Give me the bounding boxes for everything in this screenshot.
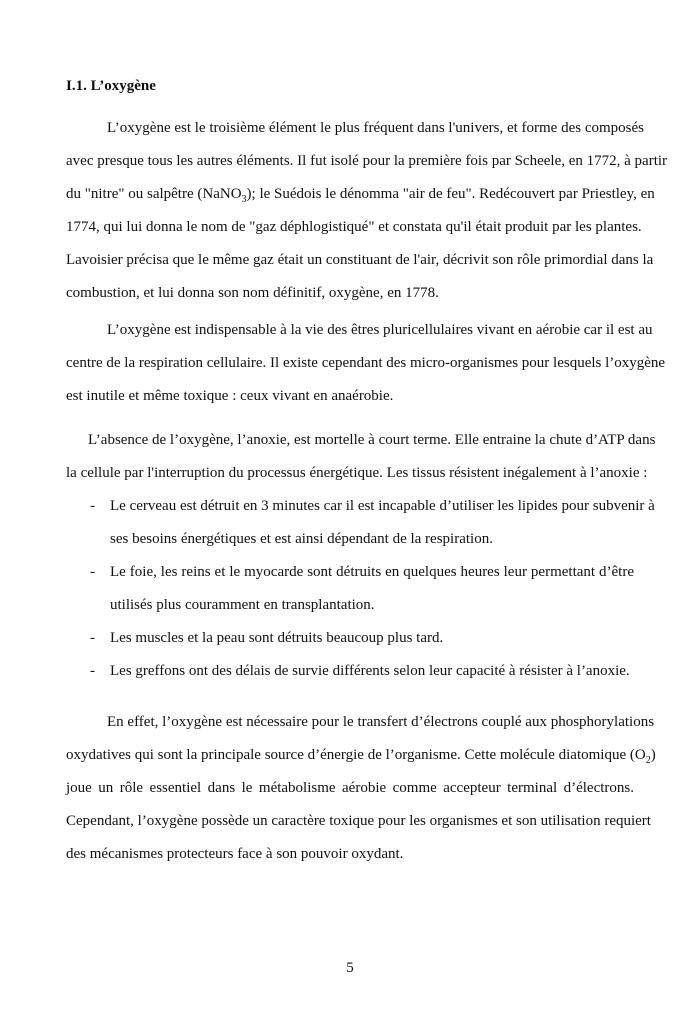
list-item <box>66 556 634 622</box>
text-line: 1774, qui lui donna le nom de "gaz déphlogistiqué" et constata qu'il était produit par les plantes. <box>66 219 642 235</box>
text-line: Le foie, les reins et le myocarde sont détruits en quelques heures leur permettant d’être <box>110 564 634 580</box>
text-line: combustion, et lui donna son nom définitif, oxygène, en 1778. <box>66 285 439 301</box>
text-line <box>66 178 655 211</box>
text-line: utilisés plus couramment en transplantation. <box>110 597 375 613</box>
list-item <box>66 622 634 655</box>
text-line: Les muscles et la peau sont détruits beaucoup plus tard. <box>110 630 444 646</box>
list-item <box>66 490 655 556</box>
text-line: joue un rôle essentiel dans le métabolisme aérobie comme accepteur terminal d’électrons. <box>66 780 634 796</box>
subscript: 2 <box>645 755 651 766</box>
text-line: Cependant, l’oxygène possède un caractère toxique pour les organismes et son utilisation requiert <box>66 813 651 829</box>
text-segment: ); le Suédois le dénomma "air de feu". Redécouvert par Priestley, en <box>246 186 655 202</box>
text-line: Lavoisier précisa que le même gaz était un constituant de l'air, décrivit son rôle primordial dans la <box>66 252 654 268</box>
text-line: avec presque tous les autres éléments. Il fut isolé pour la première fois par Scheele, en 1772, à partir <box>66 153 668 169</box>
text-line: Les greffons ont des délais de survie différents selon leur capacité à résister à l’anoxie. <box>110 663 630 679</box>
subscript: 3 <box>241 194 247 205</box>
text-line: L’oxygène est le troisième élément le plus fréquent dans l'univers, et forme des composés <box>107 120 644 136</box>
paragraph-anoxia <box>66 424 656 490</box>
text-segment: du "nitre" ou salpêtre (NaNO <box>66 186 242 202</box>
text-line: L’oxygène est indispensable à la vie des êtres pluricellulaires vivant en aérobie car il est au <box>107 322 653 338</box>
bullet-dash: - <box>90 663 95 679</box>
text-line: ses besoins énergétiques et est ainsi dépendant de la respiration. <box>110 531 493 547</box>
text-line: est inutile et même toxique : ceux vivant en anaérobie. <box>66 388 394 404</box>
text-line: centre de la respiration cellulaire. Il existe cependant des micro-organismes pour lesquels l’oxygène <box>66 355 666 371</box>
text-line: la cellule par l'interruption du processus énergétique. Les tissus résistent inégalement à l’anoxie : <box>66 465 648 481</box>
bullet-dash: - <box>90 498 95 514</box>
section-heading: I.1. L’oxygène <box>66 78 156 94</box>
text-line: des mécanismes protecteurs face à son pouvoir oxydant. <box>66 846 404 862</box>
bullet-dash: - <box>90 564 95 580</box>
text-line: Le cerveau est détruit en 3 minutes car il est incapable d’utiliser les lipides pour subvenir à <box>110 498 655 514</box>
paragraph-oxygen-history <box>66 112 668 310</box>
paragraph-electron-transfer <box>66 706 656 871</box>
text-line <box>66 739 656 772</box>
page-number: 5 <box>346 960 354 976</box>
bullet-dash: - <box>90 630 95 646</box>
text-line: En effet, l’oxygène est nécessaire pour le transfert d’électrons couplé aux phosphorylations <box>107 714 655 730</box>
list-item <box>66 655 634 688</box>
text-line: L’absence de l’oxygène, l’anoxie, est mortelle à court terme. Elle entraine la chute d’ATP dans <box>88 432 656 448</box>
text-segment: ) <box>650 747 656 763</box>
paragraph-oxygen-respiration <box>66 314 666 413</box>
tissue-resistance-list <box>66 490 655 688</box>
text-segment: oxydatives qui sont la principale source d’énergie de l’organisme. Cette molécule diatomique (O <box>66 747 646 763</box>
